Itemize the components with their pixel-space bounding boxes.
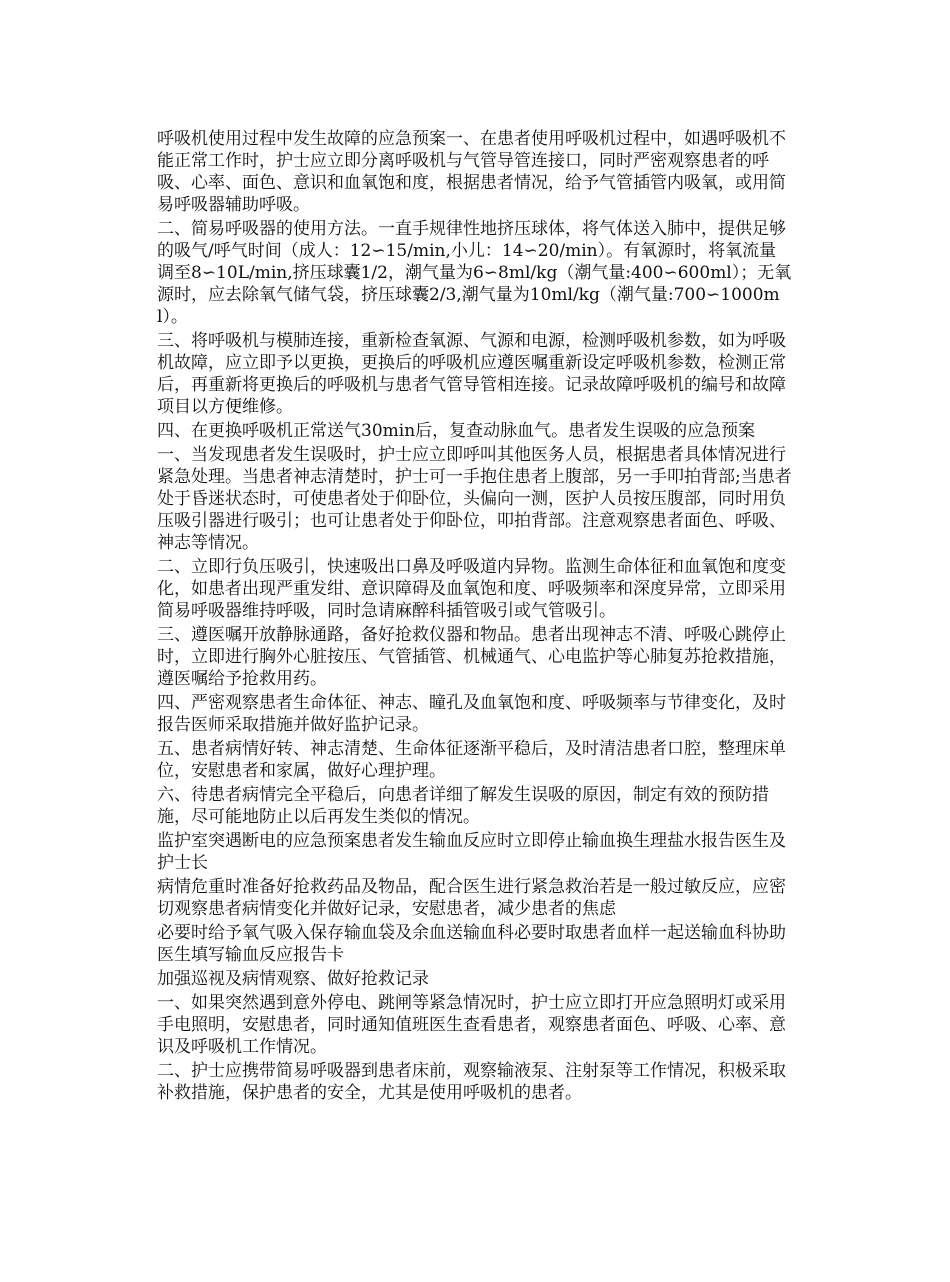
- paragraph-aspiration-step-1: 一、当发现患者发生误吸时，护士应立即呼叫其他医务人员，根据患者具体情况进行紧急处理。当患者神志清楚时，护士可一手抱住患者上腹部，另一手叩拍背部;当患者处于昏迷状态时，可使患者处于仰卧位，头偏向一测，医护人员按压腹部，同时用负压吸引器进行吸引；也可让患者处于仰卧位，叩拍背部。注意观察患者面色、呼吸、神志等情况。: [157, 445, 792, 553]
- paragraph-aspiration-step-2: 二、立即行负压吸引，快速吸出口鼻及呼吸道内异物。监测生命体征和血氧饱和度变化，如患者出现严重发绀、意识障碍及血氧饱和度、呼吸频率和深度异常，立即采用简易呼吸器维持呼吸，同时急请麻醉科插管吸引或气管吸引。: [157, 557, 786, 621]
- document-body: [157, 128, 793, 1104]
- paragraph-power-outage-title: 监护室突遇断电的应急预案患者发生输血反应时立即停止输血换生理盐水报告医生及护士长: [157, 831, 786, 873]
- paragraph-aspiration-step-6: 六、待患者病情完全平稳后，向患者详细了解发生误吸的原因，制定有效的预防措施，尽可能地防止以后再发生类似的情况。: [157, 785, 769, 827]
- paragraph-outage-step-2: 二、护士应携带简易呼吸器到患者床前，观察输液泵、注射泵等工作情况，积极采取补救措施，保护患者的安全，尤其是使用呼吸机的患者。: [157, 1061, 786, 1103]
- paragraph-aspiration-step-3: 三、遵医嘱开放静脉通路，备好抢救仪器和物品。患者出现神志不清、呼吸心跳停止时，立即进行胸外心脏按压、气管插管、机械通气、心电监护等心肺复苏抢救措施，遵医嘱给予抢救用药。: [157, 625, 786, 689]
- paragraph-oxygen-blood-bag: 必要时给予氧气吸入保存输血袋及余血送输血科必要时取患者血样一起送输血科协助医生填写输血反应报告卡: [157, 923, 786, 965]
- paragraph-ventilator-failure-intro: 呼吸机使用过程中发生故障的应急预案一、在患者使用呼吸机过程中，如遇呼吸机不能正常工作时，护士应立即分离呼吸机与气管导管连接口，同时严密观察患者的呼吸、心率、面色、意识和血氧饱和度，根据患者情况，给予气管插管内吸氧，或用简易呼吸器辅助呼吸。: [157, 129, 786, 215]
- paragraph-outage-step-1: 一、如果突然遇到意外停电、跳闸等紧急情况时，护士应立即打开应急照明灯或采用手电照明，安慰患者，同时通知值班医生查看患者，观察患者面色、呼吸、心率、意识及呼吸机工作情况。: [157, 993, 786, 1057]
- paragraph-patrol-record: 加强巡视及病情观察、做好抢救记录: [157, 969, 429, 989]
- paragraph-aspiration-step-4: 四、严密观察患者生命体征、神志、瞳孔及血氧饱和度、呼吸频率与节律变化，及时报告医师采取措施并做好监护记录。: [157, 693, 786, 735]
- paragraph-simple-respirator-method: 二、简易呼吸器的使用方法。一直手规律性地挤压球体，将气体送入肺中，提供足够的吸气/呼气时间（成人：12∽15/min,小儿：14∽20/min）。有氧源时，将氧流量调至8∽10L/min,挤压球囊1/2，潮气量为6∽8ml/kg（潮气量:400∽600ml）；无氧源时，应去除氧气储气袋，挤压球囊2/3,潮气量为10ml/kg（潮气量:700∽1000ml）。: [157, 219, 792, 327]
- paragraph-connect-lung-model: 三、将呼吸机与模肺连接，重新检查氧源、气源和电源，检测呼吸机参数，如为呼吸机故障，应立即予以更换，更换后的呼吸机应遵医嘱重新设定呼吸机参数，检测正常后，再重新将更换后的呼吸机与患者气管导管相连接。记录故障呼吸机的编号和故障项目以方便维修。: [157, 331, 786, 417]
- paragraph-recheck-blood-gas: 四、在更换呼吸机正常送气30min后，复查动脉血气。患者发生误吸的应急预案: [157, 421, 756, 441]
- paragraph-aspiration-step-5: 五、患者病情好转、神志清楚、生命体征逐渐平稳后，及时清洁患者口腔，整理床单位，安慰患者和家属，做好心理护理。: [157, 739, 786, 781]
- paragraph-critical-condition: 病情危重时准备好抢救药品及物品，配合医生进行紧急救治若是一般过敏反应，应密切观察患者病情变化并做好记录，安慰患者，减少患者的焦虑: [157, 877, 786, 919]
